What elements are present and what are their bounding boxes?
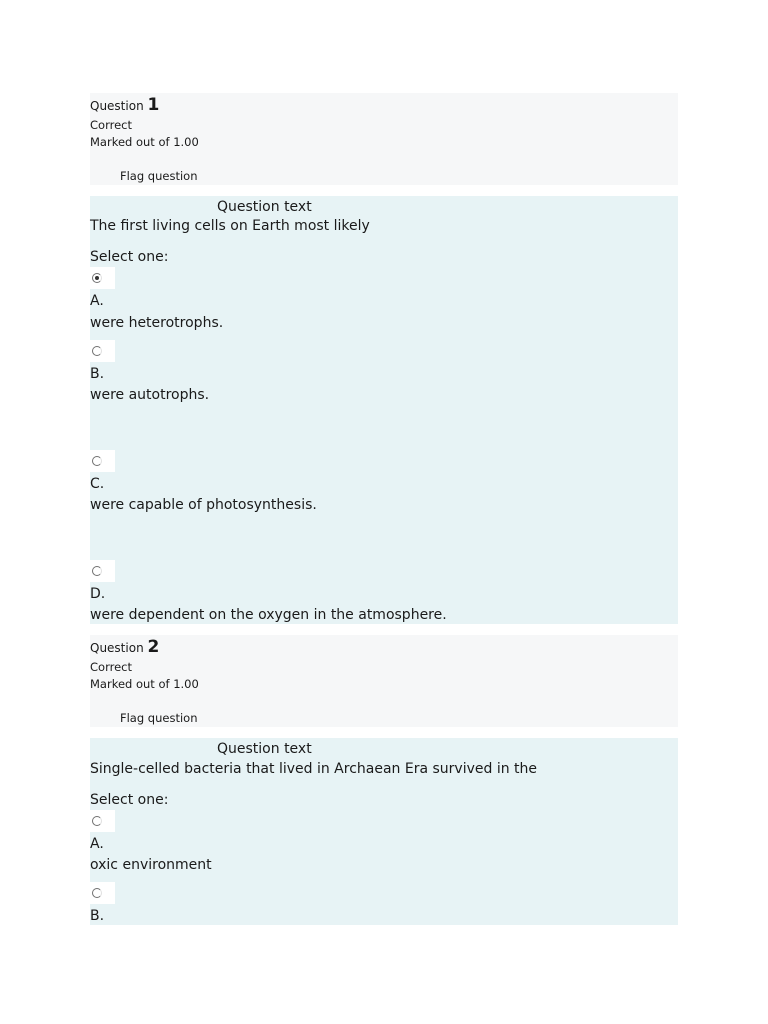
question-text: The first living cells on Earth most likely — [90, 218, 370, 234]
option-d-letter: D. — [90, 586, 106, 602]
question-label: Question — [90, 99, 144, 113]
question-grade: Marked out of 1.00 — [90, 677, 199, 691]
option-c-text[interactable]: were capable of photosynthesis. — [90, 497, 317, 513]
option-b-letter: B. — [90, 908, 105, 924]
radio-icon[interactable] — [92, 816, 102, 826]
option-b-text[interactable]: were autotrophs. — [90, 387, 210, 403]
option-d-text[interactable]: were dependent on the oxygen in the atmosphere. — [90, 607, 447, 623]
option-a-letter: A. — [90, 293, 104, 309]
question-number-value: 1 — [147, 95, 160, 115]
question-number — [90, 639, 159, 656]
radio-icon[interactable] — [92, 888, 102, 898]
question-text: Single-celled bacteria that lived in Archaean Era survived in the — [90, 761, 538, 777]
option-a-text[interactable]: were heterotrophs. — [90, 315, 224, 331]
flag-question-link[interactable]: Flag question — [120, 169, 198, 183]
question-1-formulation — [90, 196, 678, 624]
select-one-prompt: Select one: — [90, 792, 169, 808]
radio-checked-icon[interactable] — [92, 273, 102, 283]
select-one-prompt: Select one: — [90, 249, 169, 265]
radio-icon[interactable] — [92, 346, 102, 356]
option-b-radio-box[interactable] — [90, 882, 115, 904]
option-a-radio-box[interactable] — [90, 267, 115, 289]
question-grade: Marked out of 1.00 — [90, 135, 199, 149]
option-a-text[interactable]: oxic environment — [90, 857, 212, 873]
option-a-radio-box[interactable] — [90, 810, 115, 832]
option-b-letter: B. — [90, 366, 105, 382]
question-state: Correct — [90, 118, 132, 132]
question-label: Question — [90, 641, 144, 655]
option-c-radio-box[interactable] — [90, 450, 115, 472]
radio-icon[interactable] — [92, 566, 102, 576]
question-2-info — [90, 635, 678, 727]
option-d-radio-box[interactable] — [90, 560, 115, 582]
option-a-letter: A. — [90, 836, 104, 852]
question-state: Correct — [90, 660, 132, 674]
question-text-heading: Question text — [217, 741, 312, 757]
question-2-formulation — [90, 738, 678, 925]
question-number — [90, 97, 159, 114]
question-number-value: 2 — [147, 637, 160, 657]
question-text-heading: Question text — [217, 199, 312, 215]
question-1-info — [90, 93, 678, 185]
flag-question-link[interactable]: Flag question — [120, 711, 198, 725]
radio-icon[interactable] — [92, 456, 102, 466]
option-b-radio-box[interactable] — [90, 340, 115, 362]
option-c-letter: C. — [90, 476, 105, 492]
